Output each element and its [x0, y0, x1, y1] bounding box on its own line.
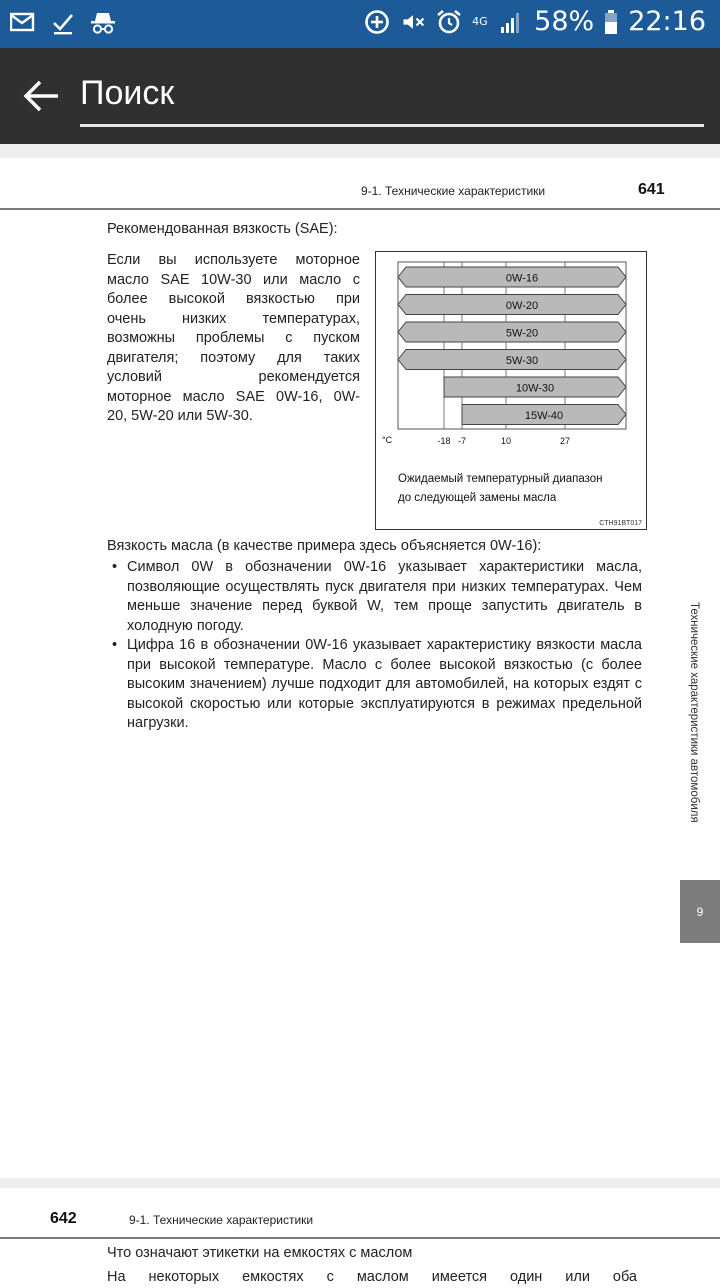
side-tab-chapter[interactable]: 9 [680, 880, 720, 943]
chart-caption: Ожидаемый температурный диапазон [398, 473, 603, 485]
notification-icons [10, 10, 116, 36]
page-gap [0, 1178, 720, 1188]
side-tab-label-text: Технические характеристики автомобиля [688, 602, 700, 823]
bullet-item: • Символ 0W в обозначении 0W-16 указывает характеристики масла, позволяющие осуществлять пуск двигателя при низких температурах. Чем меньше значение перед буквой W, тем проще запустить двигатель в холодную погоду. [112, 558, 642, 636]
page-number: 642 [50, 1210, 77, 1227]
app-bar [0, 48, 720, 144]
viscosity-chart [375, 251, 647, 530]
paragraph-line: Если вы используете моторное [107, 252, 360, 268]
data-saver-icon [364, 9, 390, 35]
oil-labels-heading: Что означают этикетки на емкостях с маслом [107, 1245, 413, 1261]
partial-paragraph: На некоторых емкостях с маслом имеется один или оба [107, 1269, 637, 1285]
page-header-section: 9-1. Технические характеристики [129, 1213, 314, 1227]
search-underline [80, 124, 704, 127]
paragraph-line: более высокой вязкостью при [107, 291, 360, 307]
chart-caption: до следующей замены масла [398, 492, 557, 504]
search-title[interactable]: Поиск [80, 74, 175, 112]
network-type: 4G [472, 15, 488, 28]
mail-check-icon [10, 10, 36, 36]
side-tab-label [672, 602, 712, 872]
tick-label: -7 [457, 436, 467, 446]
axis-unit: °C [382, 435, 393, 445]
battery-percent: 58% [534, 6, 595, 37]
chart-code: CTH91BT017 [599, 520, 642, 527]
page-number: 641 [638, 181, 665, 198]
back-arrow-icon[interactable] [22, 76, 62, 116]
bar-label: 10W-30 [515, 382, 555, 395]
page-header-section: 9-1. Технические характеристики [361, 184, 546, 198]
bar-label: 5W-30 [505, 355, 539, 367]
paragraph-line: двигателя; поэтому для таких [107, 349, 360, 366]
viscosity-chart-svg [376, 252, 646, 529]
vibrate-icon [400, 9, 426, 35]
signal-icon [498, 9, 524, 35]
tick-label: 27 [559, 436, 571, 446]
paragraph-line: масло SAE 10W-30 или масло с [107, 271, 360, 288]
bar-label: 5W-20 [505, 327, 539, 340]
viscosity-intro: Вязкость масла (в качестве примера здесь объясняется 0W-16): [107, 538, 542, 554]
viscosity-paragraph [107, 251, 360, 427]
tick-label: 10 [500, 436, 512, 446]
bullet-list [112, 558, 642, 734]
tick-label: -18 [437, 436, 451, 446]
bar-label: 0W-20 [505, 300, 539, 312]
battery-icon [604, 9, 618, 35]
paragraph-line: условий рекомендуется [107, 369, 360, 385]
incognito-icon [90, 10, 116, 36]
bar-label: 15W-40 [524, 410, 564, 422]
download-done-icon [50, 10, 76, 36]
bullet-item: • Цифра 16 в обозначении 0W-16 указывает характеристику вязкости масла при высокой температуре. Масло с более высокой вязкостью (с более высоким значением) лучше подходит для автомобилей, на которых ездят с высокой скоростью или которые эксплуатируются в режимах предельной нагрузки. [112, 636, 642, 734]
document-page-642 [0, 1188, 720, 1280]
bar-label: 0W-16 [505, 272, 539, 285]
paragraph-line: очень низких температурах, [107, 310, 360, 327]
paragraph-line: 20, 5W-20 или 5W-30. [107, 408, 253, 424]
status-bar [0, 0, 720, 48]
paragraph-line: моторное масло SAE 0W-16, 0W- [107, 388, 360, 405]
viscosity-heading: Рекомендованная вязкость (SAE): [107, 221, 338, 237]
clock: 22:16 [628, 6, 706, 37]
system-status [364, 6, 706, 37]
page-gap [0, 144, 720, 158]
header-rule [0, 208, 720, 210]
alarm-icon [436, 9, 462, 35]
header-rule [0, 1237, 720, 1239]
paragraph-line: возможны проблемы с пуском [107, 330, 360, 346]
